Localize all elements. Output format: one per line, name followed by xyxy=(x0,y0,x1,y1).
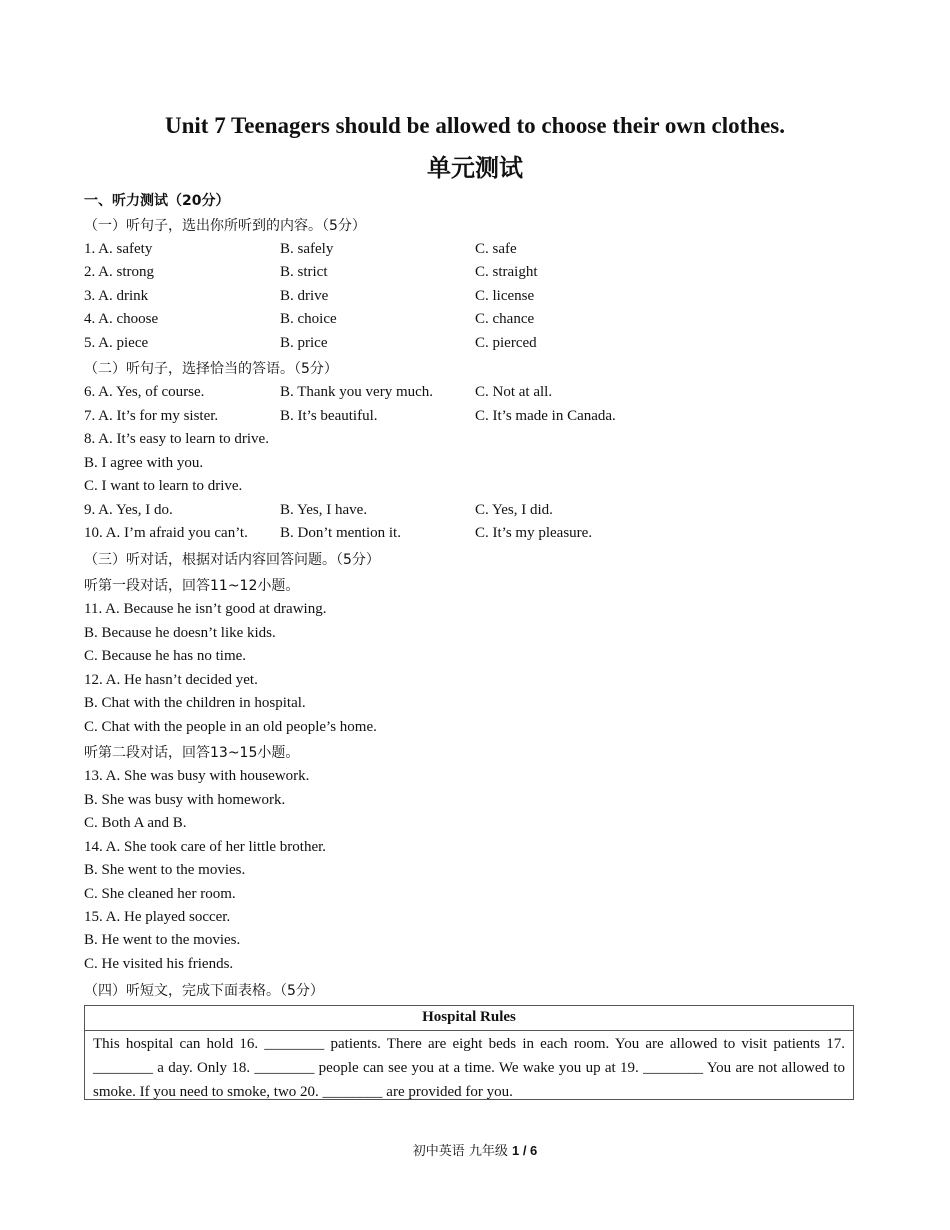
question-option-a: 12. A. He hasn’t decided yet. xyxy=(84,672,258,688)
question-option-b: B. Chat with the children in hospital. xyxy=(84,695,306,711)
document-subtitle: 单元测试 xyxy=(427,154,523,182)
table-header: Hospital Rules xyxy=(85,1006,853,1031)
dialog-instruction: 听第一段对话，回答11~12小题。 xyxy=(84,578,300,594)
dialog-instruction: 听第二段对话，回答13~15小题。 xyxy=(84,745,300,761)
hospital-rules-table xyxy=(84,1005,854,1100)
question-option-a: 10. A. I’m afraid you can’t. xyxy=(84,525,248,541)
question-option-c: C. It’s made in Canada. xyxy=(475,408,616,424)
document-title: Unit 7 Teenagers should be allowed to choose their own clothes. xyxy=(165,113,785,138)
question-option-a: 1. A. safety xyxy=(84,241,153,257)
question-option-a: 9. A. Yes, I do. xyxy=(84,502,173,518)
question-option-a: 2. A. strong xyxy=(84,264,155,280)
footer-label: 初中英语 九年级 xyxy=(412,1144,508,1159)
question-option-c: C. chance xyxy=(475,311,535,327)
question-option-a: 4. A. choose xyxy=(84,311,159,327)
question-option-b: B. safely xyxy=(280,241,334,257)
question-option-c: C. Because he has no time. xyxy=(84,648,247,664)
question-option-b: B. It’s beautiful. xyxy=(280,408,378,424)
question-option-c: C. Both A and B. xyxy=(84,815,187,831)
question-option-b: B. She was busy with homework. xyxy=(84,792,286,808)
question-option-b: B. choice xyxy=(280,311,337,327)
question-option-c: C. She cleaned her room. xyxy=(84,886,236,902)
question-option-c: C. safe xyxy=(475,241,517,257)
question-option-b: B. He went to the movies. xyxy=(84,932,241,948)
question-option-b: B. Don’t mention it. xyxy=(280,525,401,541)
question-option-a: 14. A. She took care of her little brother. xyxy=(84,839,327,855)
question-option-b: B. strict xyxy=(280,264,328,280)
question-option-a: 5. A. piece xyxy=(84,335,149,351)
question-option-c: C. It’s my pleasure. xyxy=(475,525,593,541)
question-option-b: B. Thank you very much. xyxy=(280,384,434,400)
question-option-c: C. I want to learn to drive. xyxy=(84,478,243,494)
question-option-b: B. Because he doesn’t like kids. xyxy=(84,625,276,641)
question-option-b: B. drive xyxy=(280,288,329,304)
question-option-c: C. Not at all. xyxy=(475,384,553,400)
question-option-b: B. She went to the movies. xyxy=(84,862,246,878)
section-heading: 一、听力测试（20分） xyxy=(84,193,230,209)
question-option-c: C. He visited his friends. xyxy=(84,956,234,972)
page-footer xyxy=(0,1140,950,1159)
question-option-a: 6. A. Yes, of course. xyxy=(84,384,205,400)
part-heading: （二）听句子，选择恰当的答语。（5分） xyxy=(84,361,338,377)
table-body-text: This hospital can hold 16. ________ patients. There are eight beds in each room. You are allowed to visit patients 17. ________ a day. Only 18. ________ people can see you at a time. We wake you up at 19. ________ You are not allowed to smoke. If you need to smoke, two 20. ________ are provided for you. xyxy=(93,1036,845,1100)
question-option-a: 8. A. It’s easy to learn to drive. xyxy=(84,431,269,447)
part-heading: （三）听对话，根据对话内容回答问题。（5分） xyxy=(84,552,380,568)
part-heading: （一）听句子，选出你所听到的内容。（5分） xyxy=(84,218,366,234)
question-option-a: 3. A. drink xyxy=(84,288,149,304)
part-heading: （四）听短文，完成下面表格。（5分） xyxy=(84,983,324,999)
question-option-c: C. Yes, I did. xyxy=(475,502,553,518)
question-option-c: C. pierced xyxy=(475,335,537,351)
question-option-b: B. I agree with you. xyxy=(84,455,204,471)
question-option-c: C. straight xyxy=(475,264,538,280)
question-option-c: C. Chat with the people in an old people’s home. xyxy=(84,719,377,735)
question-option-a: 13. A. She was busy with housework. xyxy=(84,768,310,784)
question-option-a: 7. A. It’s for my sister. xyxy=(84,408,219,424)
question-option-c: C. license xyxy=(475,288,535,304)
question-option-a: 11. A. Because he isn’t good at drawing. xyxy=(84,601,327,617)
question-option-b: B. price xyxy=(280,335,328,351)
question-option-b: B. Yes, I have. xyxy=(280,502,368,518)
question-option-a: 15. A. He played soccer. xyxy=(84,909,231,925)
page-number: 1 / 6 xyxy=(511,1143,538,1158)
